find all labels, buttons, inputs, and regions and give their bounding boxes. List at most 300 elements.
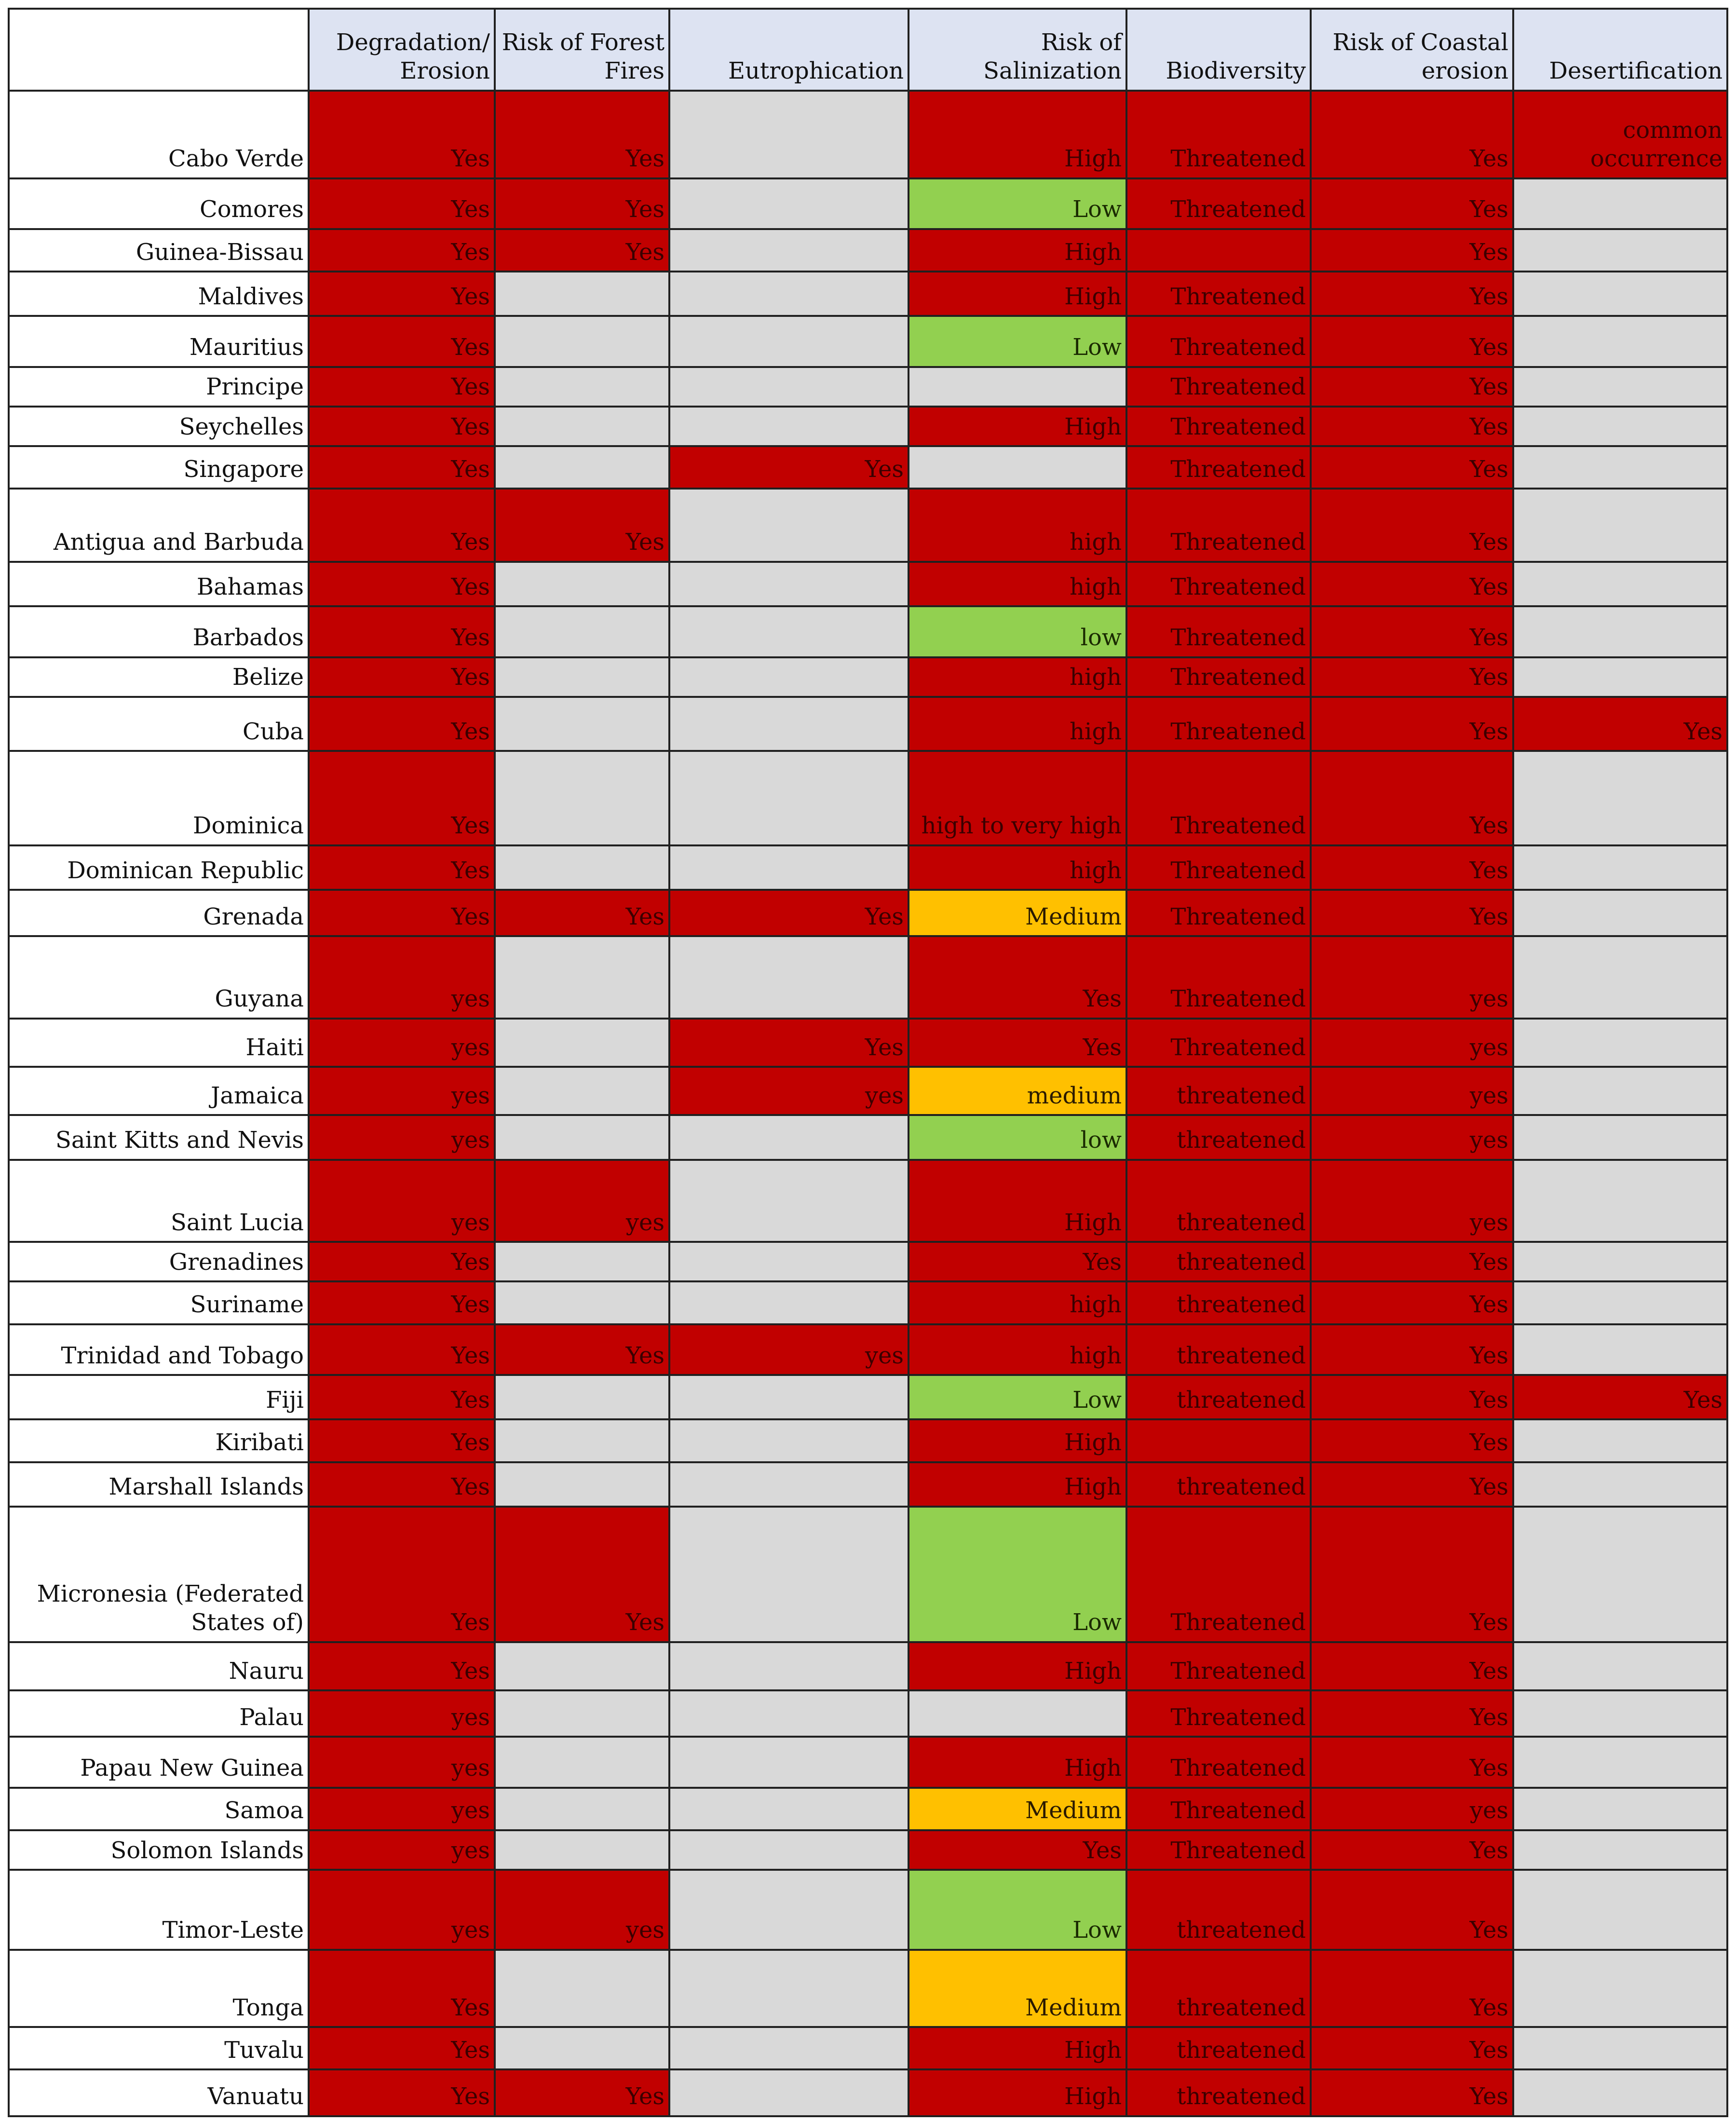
cell-forest-fires [495,1642,669,1690]
cell-desertification [1513,1642,1727,1690]
cell-salinization [909,1690,1126,1737]
table-row [9,1642,1727,1690]
header-row [9,9,1727,91]
cell-eutrophication [669,1281,909,1324]
cell-biodiversity: Threatened [1126,1690,1311,1737]
country-name: Maldives [9,272,309,316]
cell-biodiversity: Threatened [1126,890,1311,936]
cell-salinization [909,446,1126,489]
table-row [9,936,1727,1019]
country-name: Antigua and Barbuda [9,489,309,561]
cell-desertification [1513,1690,1727,1737]
cell-coastal-erosion: yes [1311,1115,1513,1159]
cell-eutrophication: Yes [669,1019,909,1067]
cell-eutrophication [669,2027,909,2069]
cell-eutrophication [669,1242,909,1281]
cell-degradation: Yes [309,1419,495,1462]
cell-coastal-erosion: Yes [1311,1830,1513,1870]
cell-desertification [1513,1950,1727,2027]
cell-salinization: high [909,657,1126,697]
cell-desertification [1513,562,1727,606]
cell-degradation: Yes [309,1507,495,1642]
cell-desertification [1513,936,1727,1019]
cell-desertification [1513,1870,1727,1950]
country-name: Belize [9,657,309,697]
cell-biodiversity: threatened [1126,1115,1311,1159]
cell-salinization: low [909,1115,1126,1159]
table-row [9,1950,1727,2027]
cell-biodiversity: Threatened [1126,606,1311,657]
cell-degradation: yes [309,1690,495,1737]
cell-salinization: Yes [909,936,1126,1019]
cell-coastal-erosion: Yes [1311,91,1513,178]
header-corner [9,9,309,91]
cell-eutrophication [669,697,909,751]
country-name: Singapore [9,446,309,489]
table-row [9,272,1727,316]
cell-degradation: Yes [309,446,495,489]
cell-biodiversity: threatened [1126,1324,1311,1375]
cell-desertification [1513,751,1727,845]
cell-desertification [1513,229,1727,272]
cell-coastal-erosion: Yes [1311,1950,1513,2027]
table-row [9,1419,1727,1462]
cell-forest-fires [495,1419,669,1462]
cell-biodiversity: Threatened [1126,407,1311,446]
cell-degradation: Yes [309,178,495,229]
cell-coastal-erosion: Yes [1311,845,1513,890]
header-forest-fires: Risk of Forest Fires [495,9,669,91]
cell-degradation: Yes [309,697,495,751]
table-row [9,1462,1727,1507]
cell-biodiversity: Threatened [1126,489,1311,561]
table-row [9,446,1727,489]
cell-eutrophication: yes [669,1067,909,1115]
cell-forest-fires [495,1019,669,1067]
country-name: Suriname [9,1281,309,1324]
cell-forest-fires: Yes [495,91,669,178]
cell-degradation: Yes [309,606,495,657]
country-name: Barbados [9,606,309,657]
cell-forest-fires [495,697,669,751]
cell-forest-fires: Yes [495,489,669,561]
table-row [9,367,1727,407]
cell-eutrophication [669,1160,909,1242]
table-row [9,1067,1727,1115]
table-body [9,91,1727,2116]
cell-forest-fires [495,446,669,489]
country-name: Guinea-Bissau [9,229,309,272]
cell-coastal-erosion: Yes [1311,1462,1513,1507]
cell-salinization: Medium [909,1788,1126,1830]
cell-salinization: Low [909,1507,1126,1642]
cell-forest-fires: Yes [495,1324,669,1375]
country-name: Comores [9,178,309,229]
country-name: Mauritius [9,316,309,367]
cell-salinization: High [909,2069,1126,2116]
cell-coastal-erosion: Yes [1311,890,1513,936]
cell-forest-fires [495,1690,669,1737]
cell-forest-fires [495,1067,669,1115]
cell-salinization: High [909,1160,1126,1242]
cell-salinization: High [909,229,1126,272]
cell-eutrophication [669,272,909,316]
cell-eutrophication [669,91,909,178]
cell-coastal-erosion: Yes [1311,657,1513,697]
cell-desertification [1513,178,1727,229]
cell-forest-fires [495,272,669,316]
cell-biodiversity: Threatened [1126,446,1311,489]
cell-salinization: high [909,562,1126,606]
cell-degradation: yes [309,1870,495,1950]
cell-desertification [1513,1281,1727,1324]
cell-forest-fires: Yes [495,890,669,936]
table-row [9,1324,1727,1375]
country-name: Solomon Islands [9,1830,309,1870]
cell-biodiversity: threatened [1126,1375,1311,1419]
cell-biodiversity: Threatened [1126,657,1311,697]
cell-coastal-erosion: Yes [1311,1281,1513,1324]
cell-salinization: High [909,1419,1126,1462]
table-row [9,1830,1727,1870]
cell-coastal-erosion: yes [1311,1067,1513,1115]
cell-eutrophication: Yes [669,446,909,489]
table-row [9,1375,1727,1419]
cell-biodiversity: Threatened [1126,1737,1311,1787]
cell-eutrophication [669,407,909,446]
cell-eutrophication [669,1507,909,1642]
cell-salinization: high [909,489,1126,561]
cell-biodiversity: threatened [1126,1281,1311,1324]
cell-degradation: Yes [309,2027,495,2069]
table-row [9,697,1727,751]
cell-salinization: Yes [909,1019,1126,1067]
cell-coastal-erosion: yes [1311,936,1513,1019]
header-desertification: Desertification [1513,9,1727,91]
cell-degradation: Yes [309,845,495,890]
cell-forest-fires [495,1830,669,1870]
table-row [9,316,1727,367]
cell-coastal-erosion: Yes [1311,2069,1513,2116]
cell-eutrophication [669,1737,909,1787]
cell-forest-fires [495,316,669,367]
cell-biodiversity: threatened [1126,1870,1311,1950]
cell-coastal-erosion: Yes [1311,606,1513,657]
cell-degradation: Yes [309,489,495,561]
country-name: Papau New Guinea [9,1737,309,1787]
cell-biodiversity: Threatened [1126,367,1311,407]
cell-coastal-erosion: Yes [1311,1507,1513,1642]
country-name: Tonga [9,1950,309,2027]
cell-degradation: Yes [309,890,495,936]
cell-degradation: yes [309,1160,495,1242]
cell-forest-fires [495,1950,669,2027]
table-row [9,2027,1727,2069]
cell-degradation: Yes [309,91,495,178]
cell-desertification: common occurrence [1513,91,1727,178]
cell-eutrophication [669,1690,909,1737]
country-name: Jamaica [9,1067,309,1115]
cell-desertification [1513,845,1727,890]
country-name: Grenada [9,890,309,936]
cell-coastal-erosion: Yes [1311,697,1513,751]
cell-eutrophication [669,367,909,407]
cell-coastal-erosion: Yes [1311,1324,1513,1375]
cell-desertification [1513,446,1727,489]
cell-biodiversity: Threatened [1126,1642,1311,1690]
cell-biodiversity: Threatened [1126,272,1311,316]
country-name: Dominica [9,751,309,845]
cell-degradation: Yes [309,367,495,407]
cell-desertification [1513,367,1727,407]
country-name: Principe [9,367,309,407]
cell-eutrophication [669,1950,909,2027]
cell-forest-fires [495,562,669,606]
cell-biodiversity [1126,229,1311,272]
cell-salinization: High [909,1462,1126,1507]
cell-coastal-erosion: Yes [1311,316,1513,367]
cell-salinization: Yes [909,1242,1126,1281]
cell-desertification: Yes [1513,697,1727,751]
table-row [9,1115,1727,1159]
table-row [9,606,1727,657]
cell-coastal-erosion: Yes [1311,1870,1513,1950]
cell-desertification [1513,1830,1727,1870]
cell-desertification [1513,1788,1727,1830]
table-row [9,1160,1727,1242]
cell-forest-fires: Yes [495,1507,669,1642]
cell-salinization: High [909,91,1126,178]
cell-coastal-erosion: Yes [1311,2027,1513,2069]
cell-desertification [1513,1462,1727,1507]
cell-salinization: Low [909,1870,1126,1950]
cell-degradation: yes [309,1067,495,1115]
cell-degradation: Yes [309,272,495,316]
header-degradation: Degradation/ Erosion [309,9,495,91]
cell-coastal-erosion: Yes [1311,407,1513,446]
cell-eutrophication [669,178,909,229]
table-row [9,657,1727,697]
cell-eutrophication [669,2069,909,2116]
country-name: Cabo Verde [9,91,309,178]
cell-degradation: Yes [309,1281,495,1324]
cell-desertification [1513,1160,1727,1242]
cell-salinization: high [909,845,1126,890]
cell-desertification [1513,1019,1727,1067]
cell-degradation: Yes [309,1642,495,1690]
country-name: Guyana [9,936,309,1019]
cell-eutrophication [669,1788,909,1830]
cell-coastal-erosion: Yes [1311,1737,1513,1787]
cell-desertification [1513,316,1727,367]
cell-degradation: Yes [309,229,495,272]
country-name: Samoa [9,1788,309,1830]
cell-desertification [1513,890,1727,936]
cell-salinization: Low [909,178,1126,229]
cell-biodiversity [1126,1419,1311,1462]
country-name: Palau [9,1690,309,1737]
cell-salinization: Low [909,1375,1126,1419]
country-name: Dominican Republic [9,845,309,890]
cell-degradation: Yes [309,562,495,606]
cell-eutrophication [669,1870,909,1950]
cell-biodiversity: Threatened [1126,562,1311,606]
country-name: Tuvalu [9,2027,309,2069]
cell-desertification [1513,1737,1727,1787]
cell-biodiversity: Threatened [1126,91,1311,178]
cell-eutrophication [669,316,909,367]
cell-coastal-erosion: Yes [1311,751,1513,845]
header-eutrophication: Eutrophication [669,9,909,91]
cell-desertification [1513,407,1727,446]
cell-eutrophication [669,1115,909,1159]
cell-forest-fires [495,1242,669,1281]
cell-forest-fires [495,1375,669,1419]
cell-degradation: yes [309,936,495,1019]
table-row [9,1788,1727,1830]
cell-coastal-erosion: Yes [1311,489,1513,561]
cell-biodiversity: threatened [1126,1160,1311,1242]
cell-degradation: Yes [309,2069,495,2116]
cell-desertification [1513,1242,1727,1281]
cell-biodiversity: Threatened [1126,697,1311,751]
table-row [9,229,1727,272]
country-name: Grenadines [9,1242,309,1281]
cell-forest-fires [495,2027,669,2069]
cell-forest-fires: Yes [495,178,669,229]
table-row [9,489,1727,561]
cell-desertification: Yes [1513,1375,1727,1419]
cell-desertification [1513,606,1727,657]
country-name: Timor-Leste [9,1870,309,1950]
cell-biodiversity: Threatened [1126,178,1311,229]
cell-eutrophication [669,229,909,272]
cell-salinization: High [909,272,1126,316]
header-salinization: Risk of Salinization [909,9,1126,91]
table-row [9,845,1727,890]
cell-biodiversity: threatened [1126,1242,1311,1281]
country-name: Cuba [9,697,309,751]
cell-eutrophication [669,1642,909,1690]
cell-forest-fires [495,1281,669,1324]
cell-eutrophication: yes [669,1324,909,1375]
cell-salinization: Medium [909,1950,1126,2027]
cell-coastal-erosion: Yes [1311,1642,1513,1690]
cell-desertification [1513,1507,1727,1642]
cell-eutrophication [669,1419,909,1462]
cell-forest-fires: yes [495,1160,669,1242]
cell-biodiversity: Threatened [1126,845,1311,890]
cell-eutrophication: Yes [669,890,909,936]
cell-coastal-erosion: Yes [1311,229,1513,272]
cell-salinization: High [909,2027,1126,2069]
table-row [9,1507,1727,1642]
country-name: Trinidad and Tobago [9,1324,309,1375]
cell-forest-fires: Yes [495,229,669,272]
cell-coastal-erosion: yes [1311,1160,1513,1242]
cell-degradation: yes [309,1115,495,1159]
cell-degradation: Yes [309,657,495,697]
country-name: Vanuatu [9,2069,309,2116]
header-coastal-erosion: Risk of Coastal erosion [1311,9,1513,91]
cell-salinization: high [909,1324,1126,1375]
cell-salinization: low [909,606,1126,657]
risk-table [8,8,1728,2117]
cell-forest-fires [495,936,669,1019]
cell-desertification [1513,1419,1727,1462]
cell-salinization: high [909,697,1126,751]
cell-salinization: Medium [909,890,1126,936]
cell-desertification [1513,1324,1727,1375]
table-row [9,91,1727,178]
cell-salinization: high to very high [909,751,1126,845]
country-name: Kiribati [9,1419,309,1462]
cell-forest-fires [495,407,669,446]
cell-salinization [909,367,1126,407]
cell-eutrophication [669,1830,909,1870]
cell-forest-fires [495,845,669,890]
cell-eutrophication [669,936,909,1019]
cell-coastal-erosion: Yes [1311,1690,1513,1737]
cell-biodiversity: Threatened [1126,1788,1311,1830]
cell-desertification [1513,2027,1727,2069]
cell-biodiversity: threatened [1126,1067,1311,1115]
country-name: Fiji [9,1375,309,1419]
cell-degradation: yes [309,1737,495,1787]
cell-eutrophication [669,1375,909,1419]
cell-coastal-erosion: yes [1311,1019,1513,1067]
cell-degradation: Yes [309,407,495,446]
country-name: Saint Lucia [9,1160,309,1242]
table-row [9,562,1727,606]
cell-forest-fires [495,606,669,657]
cell-salinization: Yes [909,1830,1126,1870]
cell-forest-fires [495,1788,669,1830]
cell-coastal-erosion: Yes [1311,272,1513,316]
cell-degradation: Yes [309,1242,495,1281]
cell-eutrophication [669,657,909,697]
cell-biodiversity: threatened [1126,2069,1311,2116]
cell-forest-fires [495,1737,669,1787]
table-row [9,1019,1727,1067]
country-name: Micronesia (Federated States of) [9,1507,309,1642]
cell-salinization: High [909,1642,1126,1690]
country-name: Nauru [9,1642,309,1690]
cell-eutrophication [669,606,909,657]
country-name: Bahamas [9,562,309,606]
cell-coastal-erosion: Yes [1311,178,1513,229]
cell-coastal-erosion: Yes [1311,1375,1513,1419]
cell-biodiversity: Threatened [1126,1507,1311,1642]
cell-degradation: Yes [309,1324,495,1375]
cell-biodiversity: Threatened [1126,751,1311,845]
cell-eutrophication [669,751,909,845]
cell-degradation: Yes [309,316,495,367]
table-row [9,1690,1727,1737]
cell-desertification [1513,1067,1727,1115]
cell-salinization: medium [909,1067,1126,1115]
country-name: Haiti [9,1019,309,1067]
cell-desertification [1513,272,1727,316]
cell-coastal-erosion: Yes [1311,446,1513,489]
country-name: Marshall Islands [9,1462,309,1507]
cell-biodiversity: Threatened [1126,1830,1311,1870]
cell-desertification [1513,657,1727,697]
cell-desertification [1513,489,1727,561]
cell-biodiversity: threatened [1126,1462,1311,1507]
cell-degradation: Yes [309,1375,495,1419]
table-row [9,1281,1727,1324]
